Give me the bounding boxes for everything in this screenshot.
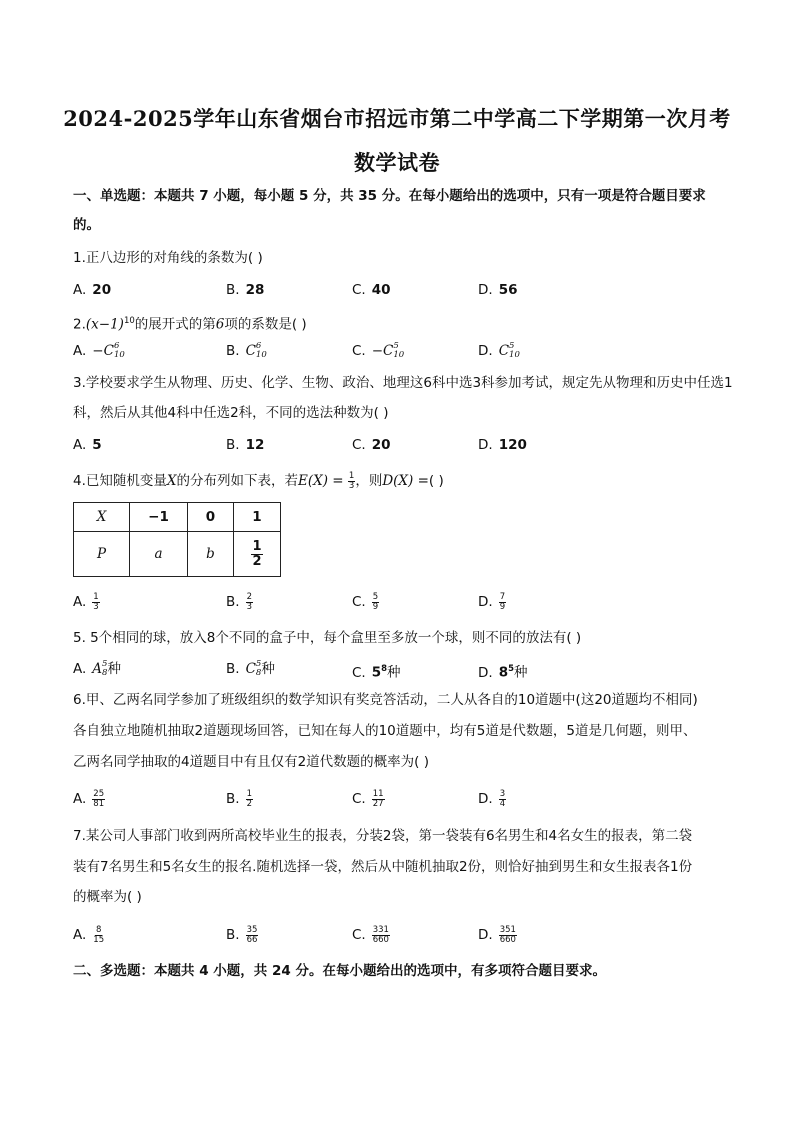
q7-options bbox=[73, 924, 723, 950]
table-cell: a bbox=[130, 532, 188, 577]
q7-option-d: D. $\frac{351}{660}$ bbox=[478, 924, 516, 945]
q3-options bbox=[73, 434, 723, 460]
q3-option-b: B. 12 bbox=[226, 437, 265, 453]
q3-option-c: C. 20 bbox=[352, 437, 391, 453]
table-cell: b bbox=[188, 532, 234, 577]
q4-expectation-fraction: $\frac{1}{3}$ bbox=[348, 470, 355, 491]
q4-options bbox=[73, 591, 723, 617]
q6-stem-line3: 乙两名同学抽取的4道题目中有且仅有2道代数题的概率为( ) bbox=[73, 754, 430, 770]
q3-stem-line1: 3.学校要求学生从物理、历史、化学、生物、政治、地理这6科中选3科参加考试，规定先从物理和历史中任选1 bbox=[73, 375, 733, 391]
q3-option-d: D. 120 bbox=[478, 437, 527, 453]
q7-option-b: B. $\frac{35}{66}$ bbox=[226, 924, 258, 945]
q4-option-d: D. $\frac{7}{9}$ bbox=[478, 591, 506, 612]
q5-options bbox=[73, 658, 723, 684]
q7-option-a: A. $\frac{8}{15}$ bbox=[73, 924, 105, 945]
table-cell: $\frac{1}{2}$ bbox=[234, 532, 281, 577]
table-cell: −1 bbox=[130, 503, 188, 532]
q5-stem: 5. 5个相同的球，放入8个不同的盒子中，每个盒里至多放一个球，则不同的放法有( ) bbox=[73, 630, 582, 646]
q2-option-d: D. C 5 10 bbox=[478, 341, 520, 360]
q6-option-b: B. $\frac{1}{2}$ bbox=[226, 788, 252, 809]
table-row bbox=[74, 532, 281, 577]
q2-option-b: B. C 6 10 bbox=[226, 341, 267, 360]
q5-option-c: C. $5^8$种 bbox=[352, 664, 401, 681]
q4-option-c: C. $\frac{5}{9}$ bbox=[352, 591, 379, 612]
q5-option-a: A. A 5 8 种 bbox=[73, 659, 121, 678]
q3-option-a: A. 5 bbox=[73, 437, 102, 453]
q6-stem-line1: 6.甲、乙两名同学参加了班级组织的数学知识有奖竞答活动，二人从各自的10道题中(这20道题均不相同) bbox=[73, 692, 698, 708]
q7-stem-line2: 装有7名男生和5名女生的报名.随机选择一袋，然后从中随机抽取2份，则恰好抽到男生和女生报表各1份 bbox=[73, 859, 693, 875]
q5-option-d: D. $8^5$种 bbox=[478, 664, 528, 681]
q1-option-d: D. 56 bbox=[478, 282, 518, 298]
q1-stem: 1.正八边形的对角线的条数为( ) bbox=[73, 250, 263, 266]
q4-option-b: B. $\frac{2}{3}$ bbox=[226, 591, 252, 612]
q4-option-a: A. $\frac{1}{3}$ bbox=[73, 591, 99, 612]
table-row bbox=[74, 503, 281, 532]
q2-option-a: A. −C 6 10 bbox=[73, 341, 125, 360]
table-cell: P bbox=[74, 532, 130, 577]
table-cell: 0 bbox=[188, 503, 234, 532]
table-cell: 1 bbox=[234, 503, 281, 532]
q5-option-b: B. C 5 8 种 bbox=[226, 659, 275, 678]
q2-option-c: C. −C 5 10 bbox=[352, 341, 405, 360]
q4-stem: 4.已知随机变量X的分布列如下表，若E(X) = $\frac{1}{3}$ ，则D(X) =( ) bbox=[73, 470, 444, 491]
section1-header-line1: 一、单选题：本题共 7 小题，每小题 5 分，共 35 分。在每小题给出的选项中，只有一项是符合题目要求 bbox=[73, 188, 706, 204]
q1-options bbox=[73, 279, 723, 305]
q3-stem-line2: 科，然后从其他4科中任选2科，不同的选法种数为( ) bbox=[73, 405, 389, 421]
q1-option-b: B. 28 bbox=[226, 282, 265, 298]
q2-expression: (x−1) bbox=[85, 316, 124, 333]
exam-subtitle: 数学试卷 bbox=[354, 150, 440, 175]
q7-stem-line3: 的概率为( ) bbox=[73, 889, 142, 905]
q6-stem-line2: 各自独立地随机抽取2道题现场回答，已知在每人的10道题中，均有5道是代数题，5道是几何题，则甲、 bbox=[73, 723, 697, 739]
q6-option-a: A. $\frac{25}{81}$ bbox=[73, 788, 105, 809]
q6-options bbox=[73, 788, 723, 814]
table-cell: X bbox=[74, 503, 130, 532]
q7-option-c: C. $\frac{331}{660}$ bbox=[352, 924, 389, 945]
exam-title: 2024-2025学年山东省烟台市招远市第二中学高二下学期第一次月考 bbox=[63, 106, 731, 131]
section1-header-line2: 的。 bbox=[73, 217, 100, 233]
q2-options bbox=[73, 340, 723, 366]
q1-option-c: C. 40 bbox=[352, 282, 391, 298]
distribution-table bbox=[73, 502, 281, 577]
q6-option-d: D. $\frac{3}{4}$ bbox=[478, 788, 506, 809]
q2-stem: $2.(x-1)^{10}$的展开式的第6项的系数是( ) bbox=[73, 316, 307, 333]
q6-option-c: C. $\frac{11}{27}$ bbox=[352, 788, 384, 809]
q1-option-a: A. 20 bbox=[73, 282, 112, 298]
section2-header: 二、多选题：本题共 4 小题，共 24 分。在每小题给出的选项中，有多项符合题目要求。 bbox=[73, 963, 606, 979]
q7-stem-line1: 7.某公司人事部门收到两所高校毕业生的报表，分装2袋，第一袋装有6名男生和4名女生的报表，第二袋 bbox=[73, 828, 693, 844]
